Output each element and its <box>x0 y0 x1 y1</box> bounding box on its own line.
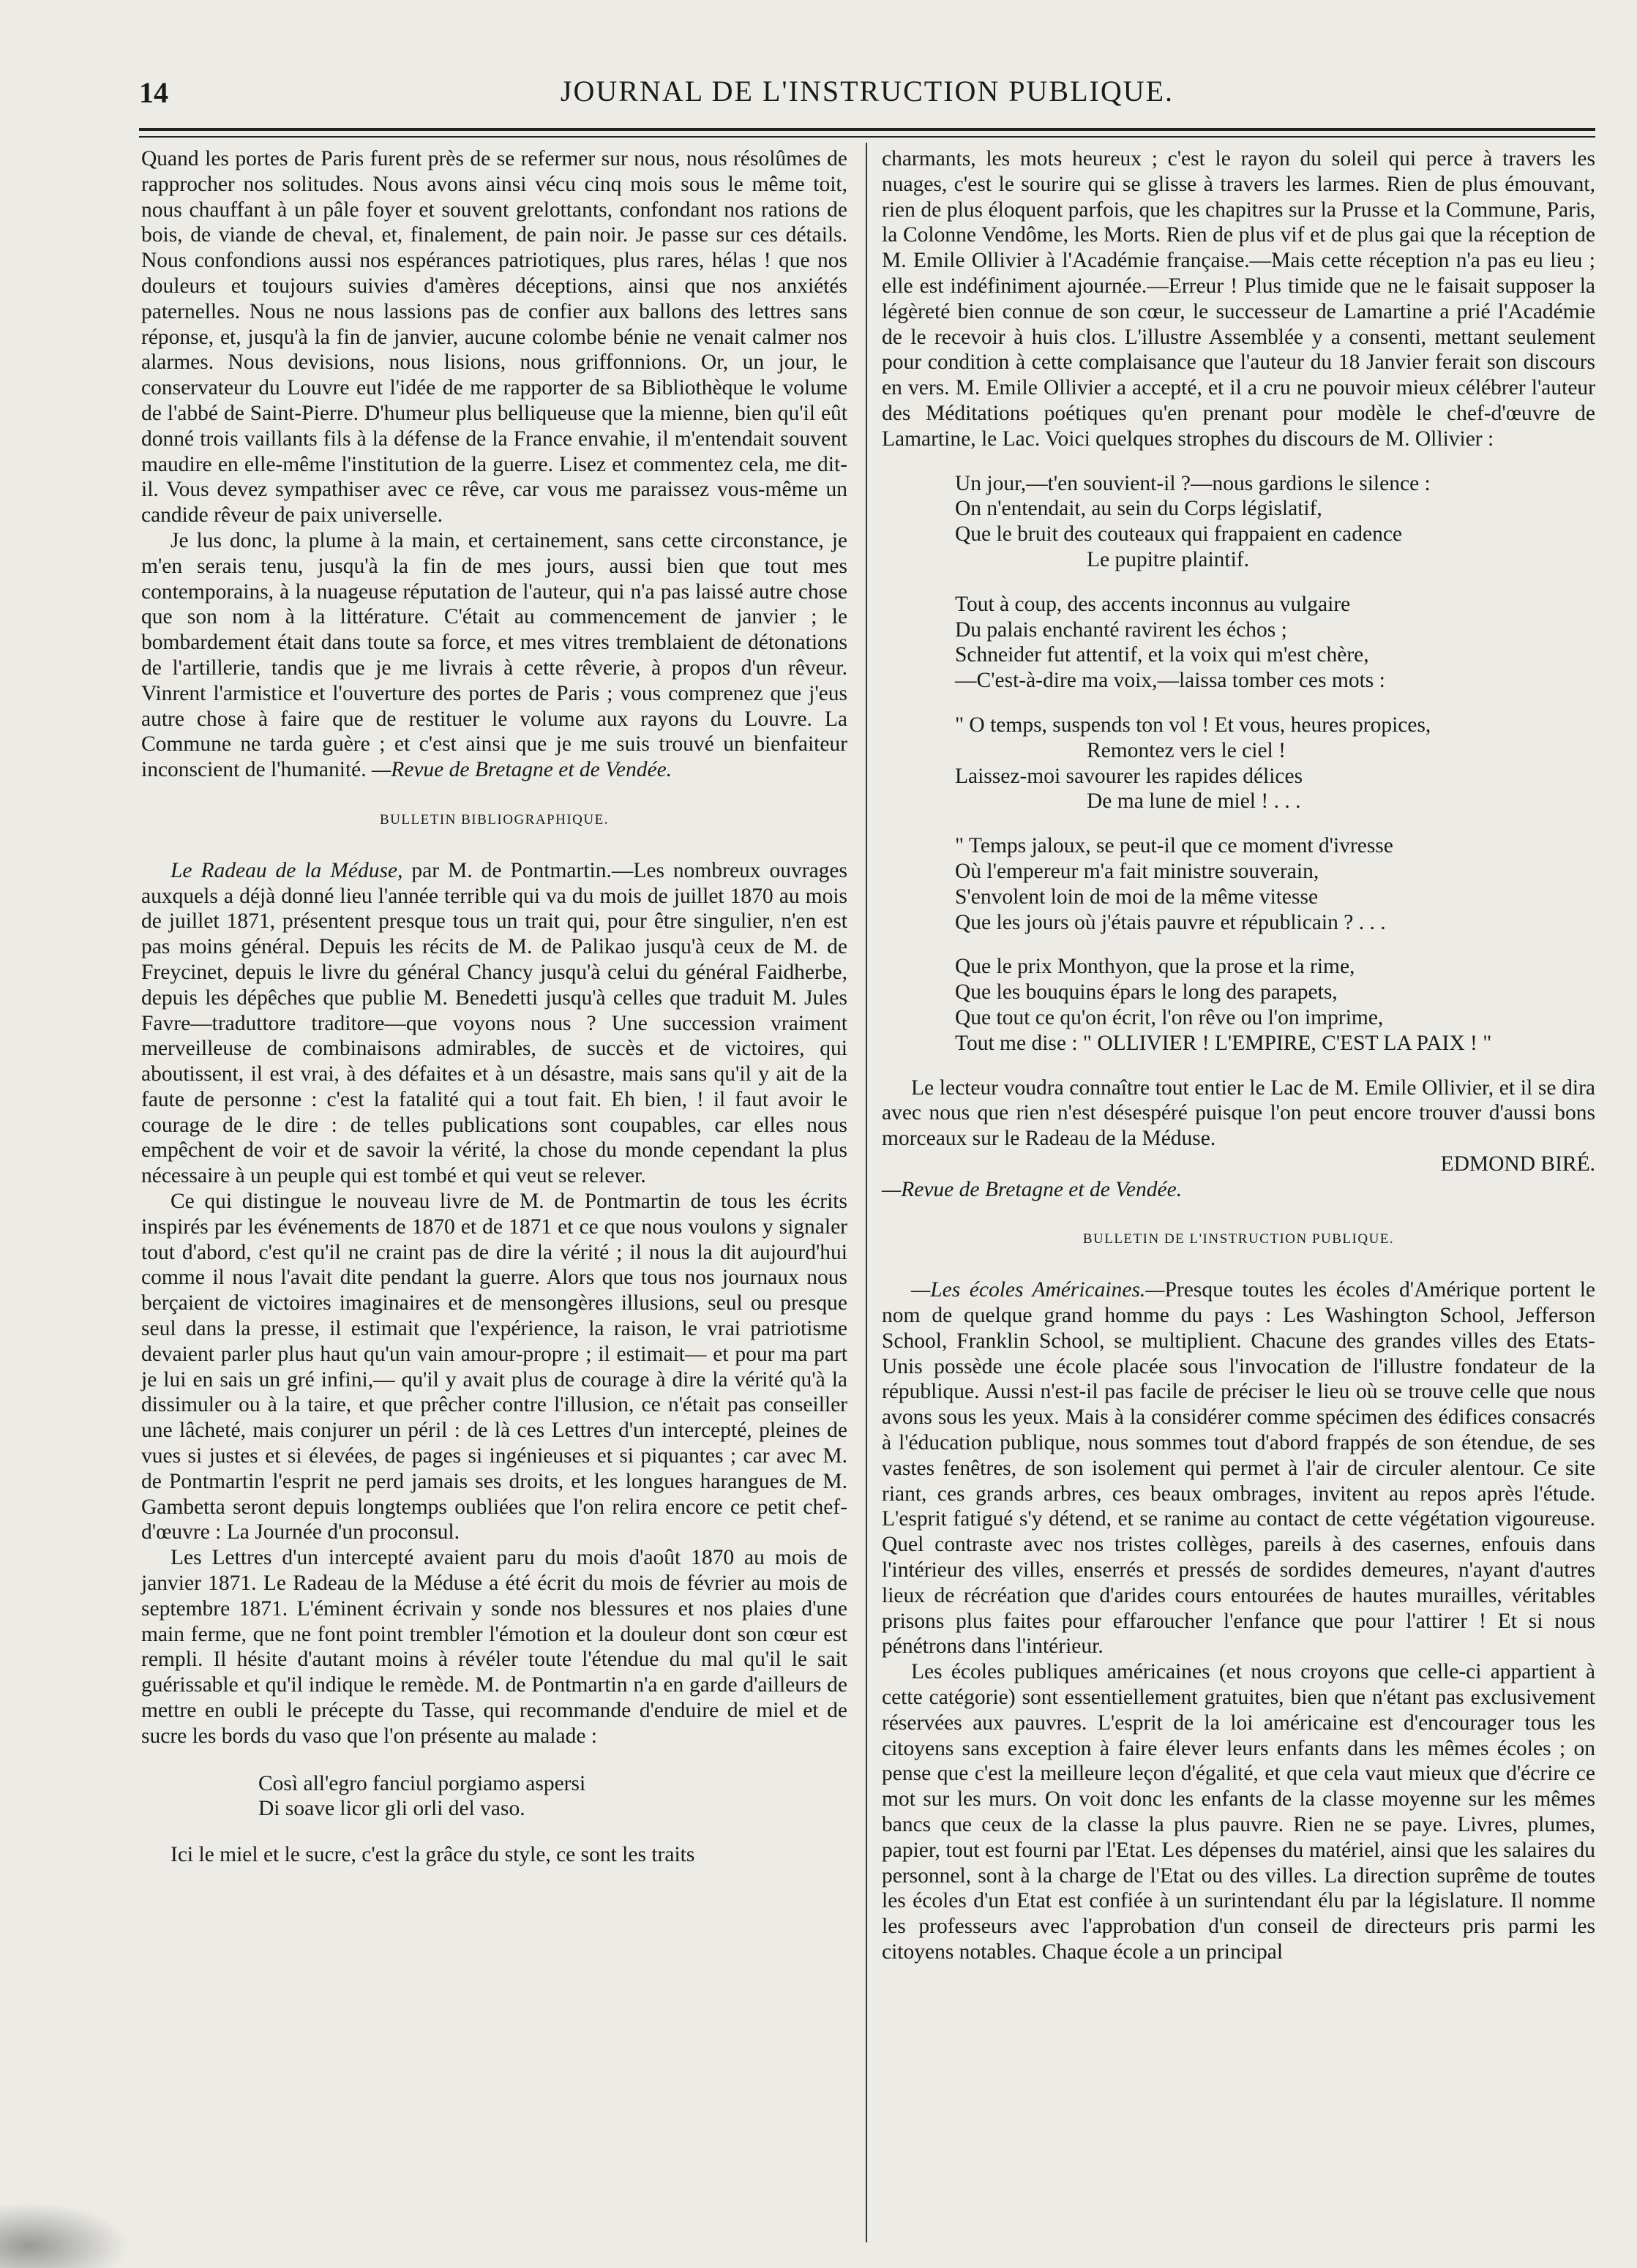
verse-line: Remontez vers le ciel ! <box>1087 738 1286 762</box>
poem-stanza <box>882 833 1595 935</box>
poem-stanza <box>882 471 1595 573</box>
verse-line: On n'entendait, au sein du Corps législatif, <box>955 497 1322 521</box>
paragraph-text: Je lus donc, la plume à la main, et certainement, sans cette circonstance, je m'en serais tenu, jusqu'à la fin de mes jours, aussi bien que tout mes contemporains, à la nuageuse réputation de l'auteur, qui n'a pas laissé autre chose que son nom à la littérature. C'était au commencement de janvier ; le bombardement était dans toute sa force, et mes vitres tremblaient de détonations de l'artillerie, tandis que je me livrais à cette rêverie, à propos d'un rêveur. Vinrent l'armistice et l'ouverture des portes de Paris ; vous comprenez que j'eus autre chose à faire que de restituer le volume aux rayons du Louvre. La Commune ne tarda guère ; et c'est ainsi que je me suis trouvé un bienfaiteur inconscient de l'humanité. <box>141 528 847 782</box>
verse-line: Di soave licor gli orli del vaso. <box>258 1797 525 1821</box>
author-signature: EDMOND BIRÉ. <box>1440 1152 1595 1176</box>
verse-line: Schneider fut attentif, et la voix qui m'est chère, <box>955 643 1369 667</box>
verse-line: Le pupitre plaintif. <box>1087 547 1249 571</box>
source-citation-text: —Revue de Bretagne et de Vendée. <box>882 1177 1183 1201</box>
paragraph-text: par M. de Pontmartin.—Les nombreux ouvrages auxquels a déjà donné lieu l'année terrible qui va du mois de juillet 1870 au mois de juillet 1871, présentent presque tous un trait qui, pour être singulier, n'en est pas moins général. Depuis les récits de M. de Palikao jusqu'à ceux de M. de Freycinet, depuis le livre du général Chancy jusqu'à celui du général Faidherbe, depuis les dépêches que publie M. Benedetti jusqu'à celles que traduit M. Jules Favre—traduttore traditore—que voyons nous ? Une succession vraiment merveilleuse de combinaisons admirables, de succès et de victoires, qui aboutissent, il est vrai, à des défaites et à un désastre, mais sans qu'il y ait de la faute de personne : c'est la fatalité qui a tout fait. Eh bien, ! il faut avoir le courage de le dire : de telles publications sont coupables, car elles nous empêchent de voir et de savoir la vérité, la chose du monde cependant la plus nécessaire à un peuple qui est tombé et qui veut se relever. <box>141 858 847 1188</box>
verse-quote <box>141 1771 847 1822</box>
verse-line: S'envolent loin de moi de la même vitesse <box>955 885 1319 909</box>
verse-line: " O temps, suspends ton vol ! Et vous, heures propices, <box>955 713 1431 737</box>
paragraph: Le lecteur voudra connaître tout entier le Lac de M. Emile Ollivier, et il se dira avec nous que rien n'est désespéré puisque l'on peut encore trouver d'aussi bons morceaux sur le Radeau de la Méduse. <box>882 1075 1595 1151</box>
paragraph: Quand les portes de Paris furent près de se refermer sur nous, nous résolûmes de rapprocher nos solitudes. Nous avons ainsi vécu cinq mois sous le même toit, nous chauffant à un pâle foyer et souvent grelottants, confondant nos rations de bois, de viande de cheval, et, finalement, de pain noir. Je passe sur ces détails. Nous confondions aussi nos espérances patriotiques, plus rares, hélas ! que nos douleurs et toujours suivies d'amères déceptions, ainsi que nos anxiétés paternelles. Nous ne nous lassions pas de confier aux ballons des lettres sans réponse, et, jusqu'à la fin de janvier, aucune colombe bénie ne venait calmer nos alarmes. Nous devisions, nous lisions, nous griffonnions. Or, un jour, le conservateur du Louvre eut l'idée de me rapporter de sa Bibliothèque le volume de l'abbé de Saint-Pierre. D'humeur plus belliqueuse que la mienne, bien qu'il eût donné trois vaillants fils à la défense de la France envahie, il m'entendait souvent maudire en elle-même l'institution de la guerre. Lisez et commentez cela, me dit-il. Vous devez sympathiser avec ce rêve, car vous me paraissez vous-même un candide rêveur de paix universelle. <box>141 147 847 527</box>
verse-line: Où l'empereur m'a fait ministre souverain, <box>955 859 1319 883</box>
verse-line: Que le bruit des couteaux qui frappaient en cadence <box>955 522 1403 547</box>
verse-line: " Temps jaloux, se peut-il que ce moment d'ivresse <box>955 834 1393 858</box>
paragraph <box>882 1277 1595 1659</box>
source-citation: —Revue de Bretagne et de Vendée. <box>371 758 673 782</box>
scan-stain <box>0 2195 146 2268</box>
paragraph <box>141 858 847 1189</box>
poem-stanza <box>882 954 1595 1056</box>
verse-line: Laissez-moi savourer les rapides délices <box>955 764 1303 788</box>
section-title-bibliographique: BULLETIN BIBLIOGRAPHIQUE. <box>380 811 609 827</box>
verse-line: Que les jours où j'étais pauvre et républicain ? . . . <box>955 910 1386 934</box>
verse-line: Un jour,—t'en souvient-il ?—nous gardions le silence : <box>955 471 1431 495</box>
paragraph: Ce qui distingue le nouveau livre de M. de Pontmartin de tous les écrits inspirés par les événements de 1870 et de 1871 et ce que nous voulons y signaler tout d'abord, c'est qu'il ne craint pas de dire la vérité ; il nous la dit aujourd'hui comme il nous l'avait dite pendant la guerre. Alors que tous nos journaux nous berçaient de victoires imaginaires et de mensongères illusions, seul ou presque seul dans la presse, il estimait que l'expérience, la raison, le vrai patriotisme devaient parler plus haut qu'un vain amour-propre ; il estimait— et pour ma part je lui en sais un gré infini,— qu'il y avait plus de courage à dire la vérité qu'à la dissimuler ou à la taire, et que prêcher contre l'illusion, ce n'était pas conseiller une lâcheté, mais conjurer un péril : de là ces Lettres d'un intercepté, pleines de vues si justes et si élevées, de pages si ingénieuses et si piquantes ; car avec M. de Pontmartin l'esprit ne perd jamais ses droits, et les longues harangues de M. Gambetta seront depuis longtemps oubliées que l'on relira encore ce petit chef-d'œuvre : La Journée d'un proconsul. <box>141 1190 847 1544</box>
verse-line: Tout me dise : " OLLIVIER ! L'EMPIRE, C'EST LA PAIX ! " <box>955 1031 1492 1055</box>
source-citation <box>882 1177 1595 1203</box>
verse-line: Tout à coup, des accents inconnus au vulgaire <box>955 592 1351 616</box>
paragraph <box>141 528 847 783</box>
left-column <box>141 146 847 1868</box>
page-header <box>139 70 1595 121</box>
right-column <box>882 146 1595 1965</box>
paragraph: charmants, les mots heureux ; c'est le rayon du soleil qui perce à travers les nuages, c'est le sourire qui se glisse à travers les larmes. Rien de plus émouvant, rien de plus éloquent parfois, que les chapitres sur la Prusse et la Commune, Paris, la Colonne Vendôme, les Morts. Rien de plus vif et de plus gai que la réception de M. Emile Ollivier à l'Académie française.—Mais cette réception n'a pas eu lieu ; elle est indéfiniment ajournée.—Erreur ! Plus timide que ne le faisait supposer la légèreté bien connue de son cœur, le successeur de Lamartine a prié l'Académie de le recevoir à huis clos. L'illustre Assemblée y a consenti, mettant seulement pour condition à cette complaisance que l'auteur du 18 Janvier ferait son discours en vers. M. Emile Ollivier a accepté, et il a cru ne pouvoir mieux célébrer l'auteur des Méditations poétiques qu'en prenant pour modèle le chef-d'œuvre de Lamartine, le Lac. Voici quelques strophes du discours de M. Ollivier : <box>882 147 1595 451</box>
header-rule-thick <box>139 128 1595 131</box>
paragraph: Ici le miel et le sucre, c'est la grâce du style, ce sont les traits <box>171 1843 695 1867</box>
poem-stanza <box>882 713 1595 814</box>
poem-stanza <box>882 592 1595 694</box>
verse-line: Du palais enchanté ravirent les échos ; <box>955 617 1287 642</box>
verse-line: De ma lune de miel ! . . . <box>1087 789 1301 814</box>
header-rule-thin <box>139 136 1595 138</box>
page-number: 14 <box>139 76 168 109</box>
running-head: JOURNAL DE L'INSTRUCTION PUBLIQUE. <box>560 75 1175 108</box>
article-title: —Les écoles Américaines.— <box>911 1278 1165 1302</box>
paragraph: Les écoles publiques américaines (et nous croyons que celle-ci appartient à cette catégorie) sont essentiellement gratuites, bien que n'étant pas exclusivement réservées aux pauvres. L'esprit de la loi américaine est d'encourager tous les citoyens sans exception à faire élever leurs enfants dans les mêmes écoles ; on pense que c'est la meilleure leçon d'égalité, et que cela vaut mieux que d'écrire ce mot sur les murs. On voit donc les enfants de la classe moyenne sur les mêmes bancs que ceux de la classe la plus pauvre. Rien ne se paye. Livres, plumes, papier, tout est fourni par l'Etat. Les dépenses du matériel, ainsi que les salaires du personnel, sont à la charge de l'Etat ou des villes. La direction suprême de toutes les écoles d'un Etat est confiée à un surintendant élu par la législature. Il nomme les professeurs avec l'approbation d'un conseil de directeurs pris parmi les citoyens notables. Chaque école a un principal <box>882 1660 1595 1964</box>
verse-line: Que le prix Monthyon, que la prose et la rime, <box>955 955 1355 979</box>
verse-line: Così all'egro fanciul porgiamo aspersi <box>258 1771 586 1795</box>
paragraph-text: Presque toutes les écoles d'Amérique portent le nom de quelque grand homme du pays : Les Washington School, Jefferson School, Franklin School, se multiplient. Chacune des grandes villes des Etats-Unis possède une école placée sous l'invocation de l'illustre fondateur de la république. Aussi n'est-il pas facile de préciser le lieu où se trouve celle que nous avons sous les yeux. Mais à la considérer comme spécimen des édifices consacrés à l'éducation publique, nous sommes tout d'abord frappés de son étendue, de ses vastes fenêtres, de son isolement qui permet à l'air de circuler alentour. Ce site riant, ces grands arbres, ces beaux ombrages, invitent au repos après l'étude. L'esprit fatigué s'y détend, et se ranime au contact de cette végétation vigoureuse. Quel contraste avec nos tristes collèges, pareils à des casernes, enfouis dans l'intérieur des villes, enserrés et pressés de sordides demeures, n'ayant d'autres lieux de récréation que d'arides cours entourées de hautes murailles, véritables prisons plus faites pour effaroucher l'enfance que pour l'attirer ! Et si nous pénétrons dans l'intérieur. <box>882 1278 1595 1659</box>
verse-line: —C'est-à-dire ma voix,—laissa tomber ces mots : <box>955 669 1385 693</box>
book-title: Le Radeau de la Méduse, <box>171 858 403 882</box>
verse-line: Que les bouquins épars le long des parapets, <box>955 980 1338 1005</box>
column-rule <box>866 143 867 2242</box>
paragraph: Les Lettres d'un intercepté avaient paru du mois d'août 1870 au mois de janvier 1871. Le Radeau de la Méduse a été écrit du mois de février au mois de septembre 1871. L'éminent écrivain y sonde nos blessures et nos plaies d'une main ferme, que ne font point trembler l'émotion et la douleur dont son cœur est rempli. Il hésite d'autant moins à révéler toute l'étendue du mal qu'il le sait guérissable et qu'il indique le remède. M. de Pontmartin n'a en garde d'ailleurs de mettre en oubli le précepte du Tasse, qui recommande d'enduire de miel et de sucre les bords du vaso que l'on présente au malade : <box>141 1546 847 1748</box>
verse-line: Que tout ce qu'on écrit, l'on rêve ou l'on imprime, <box>955 1005 1384 1029</box>
section-title-instruction: BULLETIN DE L'INSTRUCTION PUBLIQUE. <box>1082 1231 1395 1247</box>
